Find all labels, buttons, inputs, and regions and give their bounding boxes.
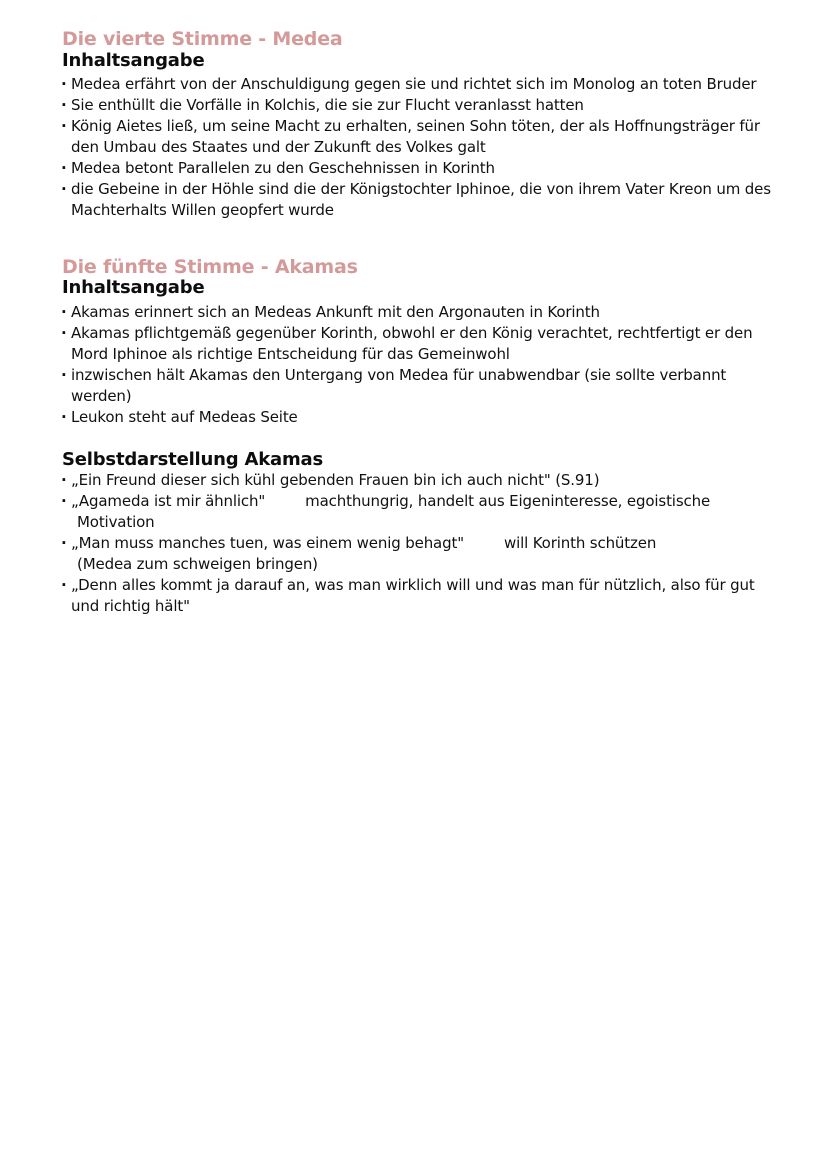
quote-note: machthungrig, handelt aus Eigeninteresse, egoistische bbox=[305, 492, 711, 510]
quote-text: „Man muss manches tuen, was einem wenig behagt" bbox=[71, 534, 464, 552]
quote-note-continuation: Motivation bbox=[77, 513, 155, 531]
list-item bbox=[62, 491, 772, 533]
list-item: · Medea betont Parallelen zu den Geschehnissen in Korinth bbox=[62, 158, 772, 179]
section-title-medea: Die vierte Stimme - Medea bbox=[62, 28, 343, 50]
subtitle-inhaltsangabe-medea: Inhaltsangabe bbox=[62, 50, 205, 71]
quote-note-continuation: (Medea zum schweigen bringen) bbox=[77, 555, 318, 573]
list-item: · Leukon steht auf Medeas Seite bbox=[62, 407, 772, 428]
quote-text: „Ein Freund dieser sich kühl gebenden Frauen bin ich auch nicht" (S.91) bbox=[71, 471, 600, 489]
list-item: · König Aietes ließ, um seine Macht zu erhalten, seinen Sohn töten, der als Hoffnungsträger für den Umbau des Staates und der Zukunft des Volkes galt bbox=[62, 116, 772, 158]
selbstdarstellung-list bbox=[62, 470, 772, 617]
list-item: · Medea erfährt von der Anschuldigung gegen sie und richtet sich im Monolog an toten Bruder bbox=[62, 74, 772, 95]
list-item: · Sie enthüllt die Vorfälle in Kolchis, die sie zur Flucht veranlasst hatten bbox=[62, 95, 772, 116]
subtitle-inhaltsangabe-akamas: Inhaltsangabe bbox=[62, 277, 205, 298]
quote-note: will Korinth schützen bbox=[503, 534, 657, 552]
list-item: · die Gebeine in der Höhle sind die der Königstochter Iphinoe, die von ihrem Vater Kreon um des Machterhalts Willen geopfert wurde bbox=[62, 179, 772, 221]
list-item bbox=[62, 470, 772, 491]
list-item: · inzwischen hält Akamas den Untergang von Medea für unabwendbar (sie sollte verbannt werden) bbox=[62, 365, 772, 407]
list-item: · Akamas pflichtgemäß gegenüber Korinth, obwohl er den König verachtet, rechtfertigt er den Mord Iphinoe als richtige Entscheidung für das Gemeinwohl bbox=[62, 323, 772, 365]
list-item: · Akamas erinnert sich an Medeas Ankunft mit den Argonauten in Korinth bbox=[62, 302, 772, 323]
akamas-summary-list bbox=[62, 302, 772, 428]
quote-text: „Denn alles kommt ja darauf an, was man wirklich will und was man für nützlich, also für gut und richtig hält" bbox=[71, 576, 755, 615]
list-item bbox=[62, 533, 772, 575]
list-item bbox=[62, 575, 772, 617]
subtitle-selbstdarstellung: Selbstdarstellung Akamas bbox=[62, 449, 323, 470]
medea-summary-list bbox=[62, 74, 772, 221]
quote-text: „Agameda ist mir ähnlich" bbox=[71, 492, 266, 510]
section-title-akamas: Die fünfte Stimme - Akamas bbox=[62, 256, 358, 278]
